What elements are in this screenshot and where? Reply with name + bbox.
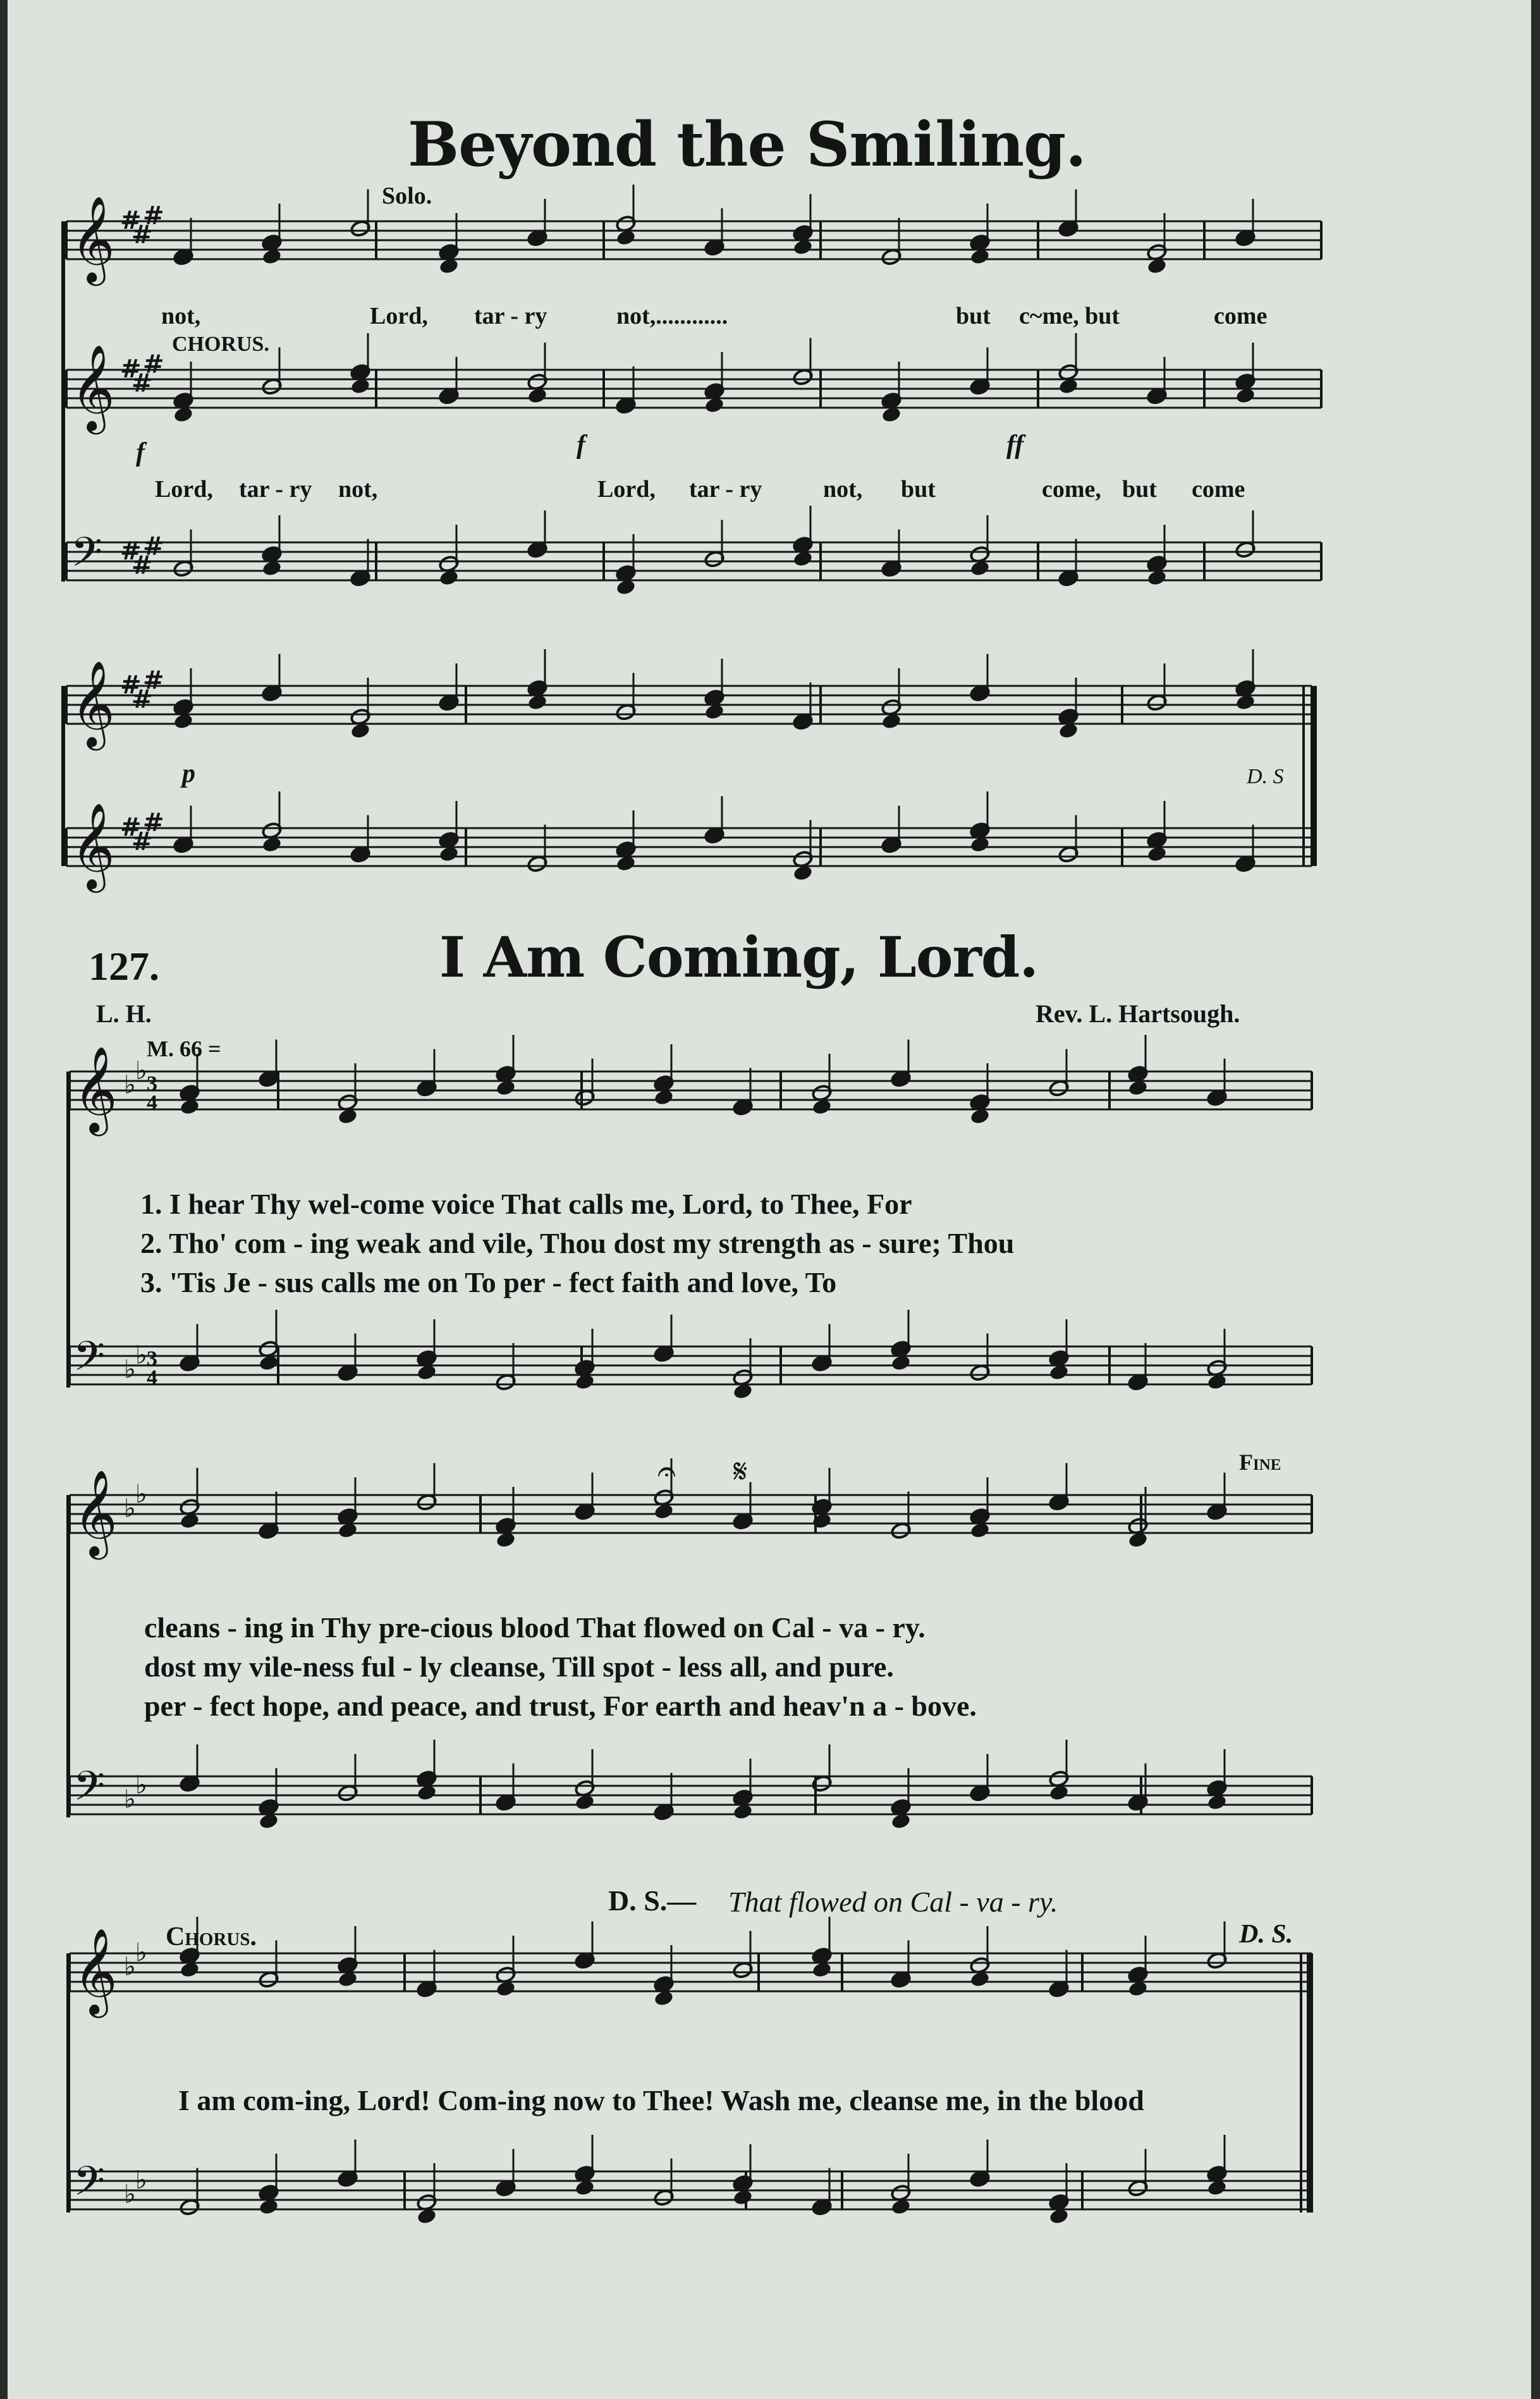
time-signature: 3	[147, 1072, 157, 1096]
sharp-sign: #	[131, 220, 153, 250]
verse-line: 1. I hear Thy wel-come voice That calls me, Lord, to Thee, For	[140, 1188, 912, 1220]
author-credit: Rev. L. Hartsough.	[1036, 999, 1240, 1028]
verse-line: 3. 'Tis Je - sus calls me on To per - fect faith and love, To	[140, 1266, 837, 1298]
verse-line: 2. Tho' com - ing weak and vile, Thou dost my strength as - sure; Thou	[140, 1227, 1015, 1259]
composer-initials: L. H.	[96, 999, 152, 1028]
fermata-mark: 𝄐	[657, 1453, 676, 1491]
chorus-lyrics: I am com-ing, Lord! Com-ing now to Thee! Wash me, cleanse me, in the blood	[178, 2084, 1144, 2116]
bass-clef: 𝄢	[73, 1763, 106, 1820]
sharp-sign: #	[131, 685, 153, 714]
dynamic-forte: f	[136, 438, 145, 467]
hymn-number: 127.	[89, 944, 159, 989]
flat-sign: ♭	[135, 1938, 147, 1967]
fine-marker: Fine	[1239, 1450, 1281, 1475]
sharp-sign: #	[143, 532, 164, 561]
lyric-syllable: come	[1192, 476, 1245, 503]
chorus-ds-marker: D. S.	[1239, 1920, 1293, 1949]
treble-clef: 𝄞	[73, 1045, 118, 1132]
verse-line: per - fect hope, and peace, and trust, For earth and heav'n a - bove.	[144, 1690, 977, 1722]
dynamic-forte: f	[577, 430, 585, 460]
flat-sign: ♭	[135, 2166, 147, 2195]
flat-sign: ♭	[124, 1494, 136, 1523]
chorus-label: Chorus.	[166, 1922, 257, 1951]
time-signature: 4	[147, 1091, 157, 1114]
bass-clef: 𝄢	[73, 1333, 106, 1390]
flat-sign: ♭	[124, 1355, 136, 1384]
time-signature: 3	[147, 1347, 157, 1370]
flat-sign: ♭	[124, 1785, 136, 1814]
dynamic-fortissimo: ff	[1006, 430, 1024, 460]
sharp-sign: #	[143, 666, 164, 695]
bass-clef: 𝄢	[73, 2158, 106, 2215]
treble-clef: 𝄞	[71, 659, 115, 747]
sharp-sign: #	[120, 355, 142, 384]
sharp-sign: #	[120, 206, 142, 235]
time-signature: 4	[147, 1366, 157, 1389]
flat-sign: ♭	[124, 1952, 136, 1982]
ds-marker-top: D. S	[1247, 765, 1284, 788]
sharp-sign: #	[120, 537, 142, 566]
tempo-marking: M. 66 =	[147, 1036, 221, 1061]
hymn-title: I Am Coming, Lord.	[439, 924, 1038, 990]
hymn-title-top: Beyond the Smiling.	[408, 109, 1086, 180]
lyric-syllable: Lord,	[155, 476, 213, 503]
solo-label: Solo.	[382, 183, 432, 209]
lyric-syllable: tar - ry	[474, 303, 547, 329]
lyric-syllable: not,............	[616, 303, 728, 329]
flat-sign: ♭	[135, 1341, 147, 1370]
segno-mark: 𝄋	[733, 1453, 748, 1491]
flat-sign: ♭	[124, 2180, 136, 2209]
sharp-sign: #	[120, 813, 142, 842]
treble-clef: 𝄞	[73, 1927, 118, 2014]
dynamic-piano: p	[182, 759, 195, 788]
flat-sign: ♭	[135, 1056, 147, 1085]
ds-instruction-text: That flowed on Cal - va - ry.	[728, 1886, 1058, 1918]
flat-sign: ♭	[135, 1480, 147, 1509]
lyric-syllable: but	[1122, 476, 1157, 503]
flat-sign: ♭	[124, 1070, 136, 1100]
treble-clef: 𝄞	[71, 343, 115, 430]
sharp-sign: #	[131, 827, 153, 857]
sharp-sign: #	[143, 808, 164, 838]
sharp-sign: #	[131, 551, 153, 580]
lyric-syllable: Lord,	[370, 303, 428, 329]
sharp-sign: #	[143, 350, 164, 379]
lyric-syllable: come	[1214, 303, 1268, 329]
treble-clef: 𝄞	[71, 195, 115, 282]
sharp-sign: #	[143, 201, 164, 231]
verse-line: dost my vile-ness ful - ly cleanse, Till spot - less all, and pure.	[144, 1651, 894, 1683]
chorus-label-top: CHORUS.	[172, 333, 269, 356]
lyric-syllable: tar - ry	[689, 476, 762, 503]
lyric-syllable: but	[956, 303, 991, 329]
treble-clef: 𝄞	[73, 1468, 118, 1556]
sharp-sign: #	[131, 369, 153, 398]
lyric-syllable: not,	[338, 476, 378, 503]
lyric-syllable: tar - ry	[239, 476, 312, 503]
lyric-syllable: but	[901, 476, 936, 503]
lyric-syllable: Lord,	[597, 476, 656, 503]
flat-sign: ♭	[135, 1771, 147, 1800]
lyric-syllable: c~me, but	[1019, 303, 1120, 329]
lyric-syllable: not,	[161, 303, 201, 329]
bass-clef: 𝄢	[71, 529, 103, 586]
sharp-sign: #	[120, 671, 142, 700]
ds-instruction-prefix: D. S.—	[608, 1884, 697, 1917]
verse-line: cleans - ing in Thy pre-cious blood That flowed on Cal - va - ry.	[144, 1611, 926, 1644]
lyric-syllable: come,	[1042, 476, 1101, 503]
treble-clef: 𝄞	[71, 802, 115, 889]
lyric-syllable: not,	[823, 476, 863, 503]
